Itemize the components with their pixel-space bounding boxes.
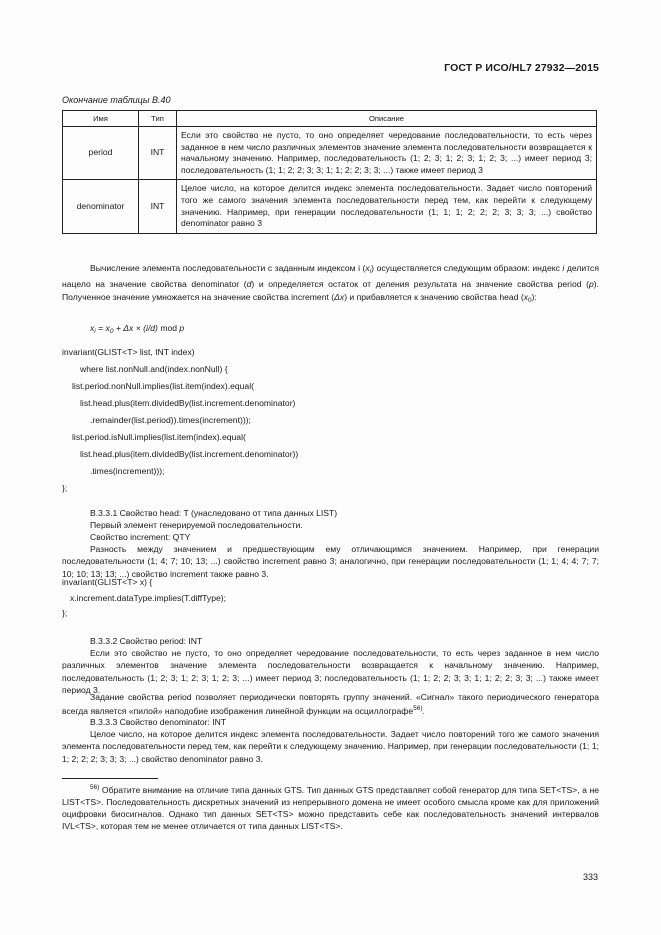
section-b332-description: Если это свойство не пусто, то оно определяет чередование последовательности, то есть через заданное в нем число различных элементов значение элемента последовательности возвращается к начальному значению. Например, последовательность (1; 2; 3; 1; 2; 3; 1; 2; 3; ...) имеет период 3; последовательность (1; 1; 2; 2; 3; 3; 1; 1; 2; 2; 3; 3; ...) также имеет период 3. [62, 648, 599, 696]
footnote-marker: 56) [90, 784, 100, 791]
table-row [63, 127, 597, 180]
increment-title: Свойство increment: QTY [90, 532, 191, 542]
section-b333-title: B.3.3.3 Свойство denominator: INT [90, 717, 227, 727]
column-header-name: Имя [63, 111, 139, 127]
computation-paragraph: Вычисление элемента последовательности с заданным индексом i $(x_i)$ осуществляется следующим образом: индекс i делится нацело на значение свойства denominator (d) и определяется остаток от деления результата на значение свойства period (p). Полученное значение умножается на значение свойства increment (Δx) и прибавляется к значению свойства head $(x_0)$: [62, 263, 599, 304]
cell-type: INT [139, 127, 177, 180]
code-line: list.head.plus(item.dividedBy(list.increment.denominator) [80, 398, 296, 408]
section-b332-title: B.3.3.2 Свойство period: INT [90, 636, 203, 646]
column-header-type: Тип [139, 111, 177, 127]
cell-description: Целое число, на которое делится индекс элемента последовательности. Задает число повторений того же самого значения элемента последовательности перед тем, как перейти к следующему значению. Например, при генерации последовательности (1; 1; 1; 2; 2; 2; 3; 3; 3; ...) свойство denominator равно 3 [177, 180, 597, 233]
code-line: list.period.nonNull.implies(list.item(index).equal( [72, 381, 254, 391]
cell-type: INT [139, 180, 177, 233]
section-b331-description: Первый элемент генерируемой последовательности. [90, 520, 303, 530]
code-line: list.period.isNull.implies(list.item(index).equal( [72, 432, 246, 442]
code-line: where list.nonNull.and(index.nonNull) { [80, 364, 228, 374]
section-b331-title: B.3.3.1 Свойство head: T (унаследовано от типа данных LIST) [90, 508, 338, 518]
cell-name: denominator [63, 180, 139, 233]
footnote-divider [62, 778, 158, 779]
section-b333-description: Целое число, на которое делится индекс элемента последовательности. Задает число повторений того же самого значения элемента последовательности перед тем, как перейти к следующему значению. Например, при генерации последовательности (1; 1; 1; 2; 2; 2; 3; 3; 3; ...) свойство denominator равно 3. [62, 729, 599, 764]
period-note: Задание свойства period позволяет периодически повторять группу значений. «Сигнал» такого периодического генератора всегда является «пилой» наподобие изображения линейной функции на осциллографе$^{56)}$. [62, 692, 599, 717]
footnote-reference: 56) [413, 705, 423, 713]
code-line: x.increment.dataType.implies(T.diffType); [70, 593, 227, 603]
code-line: invariant(GLIST<T> list, INT index) [62, 347, 195, 357]
code-line: }; [62, 608, 68, 618]
cell-description: Если это свойство не пусто, то оно определяет чередование последовательности, то есть через заданное в нем число различных элементов значение элемента последовательности возвращается к начальному значению. Например, последовательность (1; 2; 3; 1; 2; 3; 1; 2; 3; ...) имеет период 3; последовательность (1; 1; 2; 2; 3; 3; 1; 1; 2; 2; 3; 3; ...) также имеет период 3 [177, 127, 597, 180]
document-header: ГОСТ Р ИСО/HL7 27932—2015 [444, 62, 599, 74]
code-line: }; [62, 483, 68, 493]
code-line: invariant(GLIST<T> x) { [62, 577, 153, 587]
cell-name: period [63, 127, 139, 180]
table-header-row [63, 111, 597, 127]
code-line: .remainder(list.period)).times(increment))); [90, 415, 251, 425]
code-line: .times(increment))); [90, 466, 165, 476]
page-number: 333 [582, 872, 598, 882]
increment-description: Разность между значением и предшествующим ему отличающимся значением. Например, при генерации последовательности (1; 4; 7; 10; 13; ...) свойство increment равно 3; аналогично, при генерации последовательности (1; 1; 4; 4; 7; 7; 10; 10; 13; 13; ...) свойство increment также равно 3. [62, 544, 599, 579]
table-caption: Окончание таблицы В.40 [62, 95, 171, 105]
column-header-description: Описание [177, 111, 597, 127]
footnote: $^{56)}$ Обратите внимание на отличие типа данных GTS. Тип данных GTS представляет собой генератор для типа SET<TS>, а не LIST<TS>. Последовательность дискретных значений из непрерывного домена не имеет особого смысла кроме как для приложений оцифровки биосигналов. Однако тип данных SET<TS> можно представить себе как последовательность значений интервалов IVL<TS>, которая тем не менее отличается от типа данных LIST<TS>. [62, 784, 599, 831]
sequence-formula: $x_i = x_0 + \Delta x \times (i/d)$ mod p [90, 323, 185, 335]
properties-table [62, 110, 597, 234]
code-line: list.head.plus(item.dividedBy(list.increment.denominator)) [80, 449, 299, 459]
table-row [63, 180, 597, 233]
